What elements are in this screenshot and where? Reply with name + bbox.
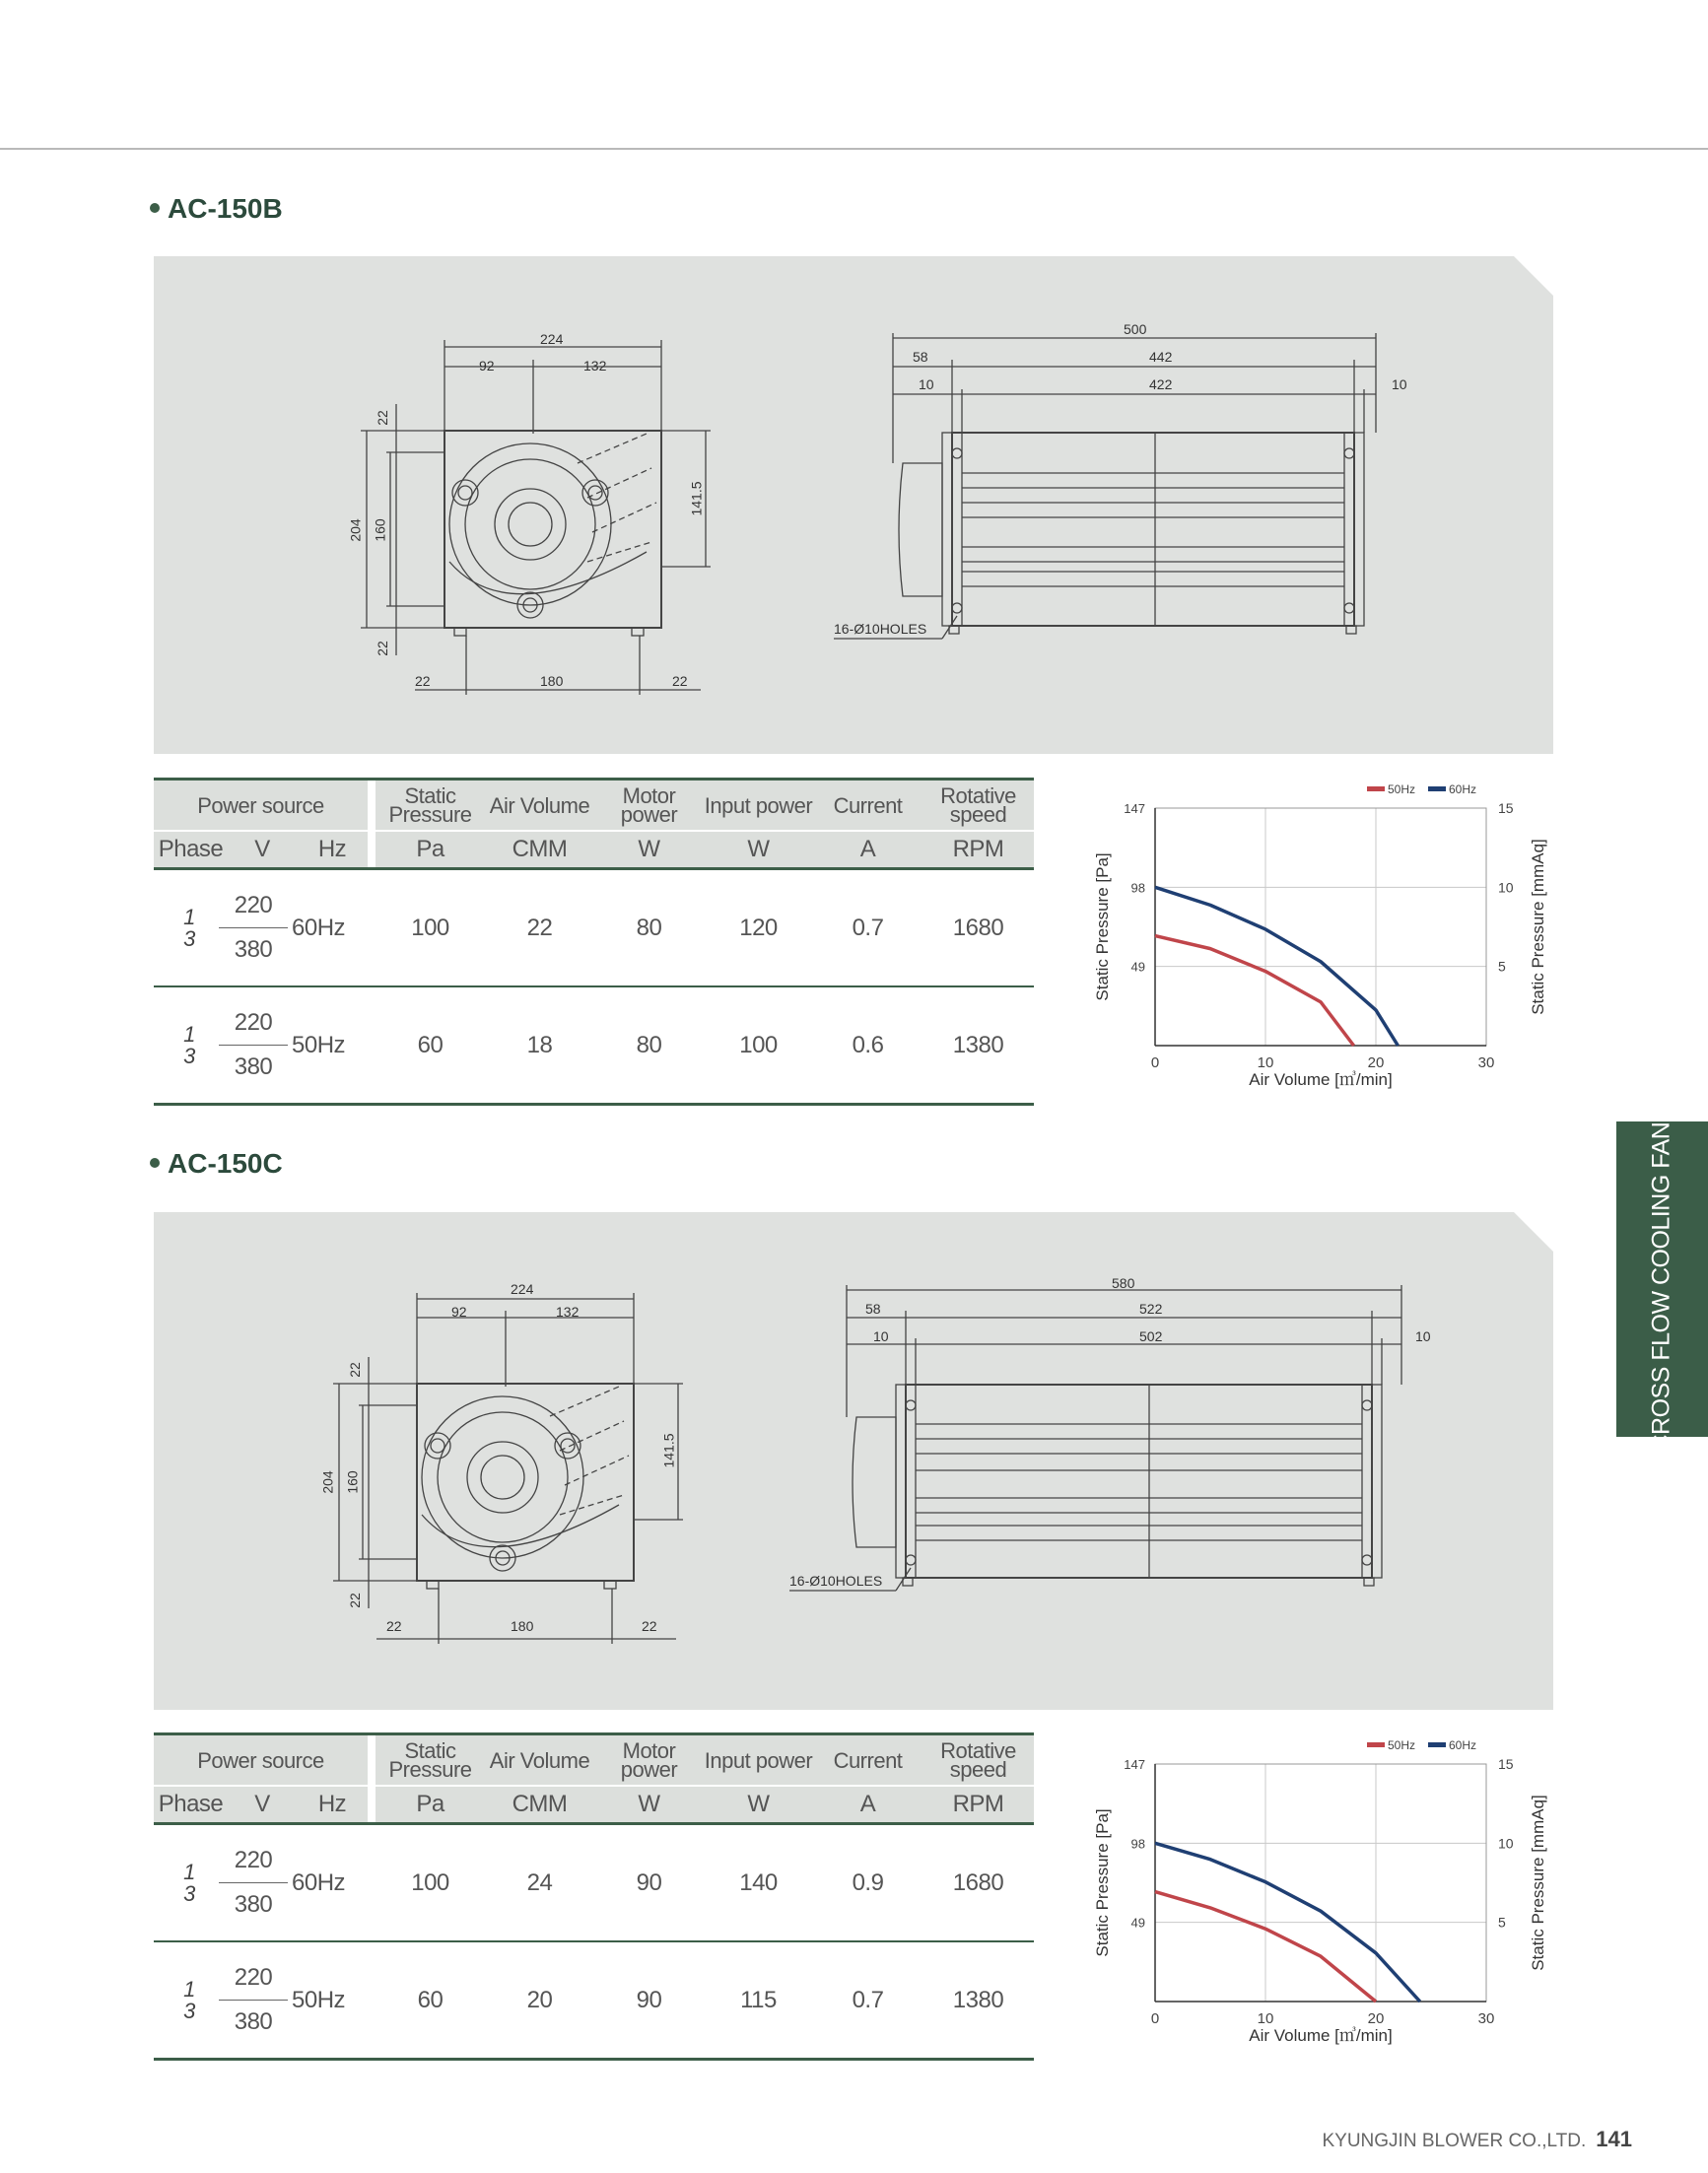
series-line-50Hz	[1155, 936, 1354, 1046]
dim-label: 224	[511, 1281, 534, 1297]
unit-rpm: RPM	[922, 831, 1034, 869]
x-tick-label: 20	[1367, 1054, 1385, 1071]
cell-motor-w: 80	[636, 1031, 662, 1058]
dim-label: 141.5	[660, 1433, 677, 1468]
y2-tick-label: 5	[1498, 958, 1506, 975]
dim-label: 522	[1139, 1301, 1163, 1317]
cell-input-w: 100	[739, 1031, 778, 1058]
header-current: Current	[813, 780, 922, 832]
y2-tick-label: 10	[1498, 879, 1514, 896]
y-tick-label: 49	[1130, 959, 1145, 975]
cell-pa: 100	[411, 1868, 449, 1896]
voltage-bottom: 380	[234, 1053, 273, 1080]
cell-rpm: 1380	[952, 1986, 1004, 2013]
header-phase: Phase	[158, 1791, 224, 1817]
phase-single: 1	[183, 1859, 195, 1884]
holes-label: 16-Ø10HOLES	[789, 1573, 883, 1589]
table-row	[154, 1824, 1034, 1942]
y-axis-title: Static Pressure [Pa]	[1093, 852, 1112, 1001]
x-tick-label: 10	[1257, 2010, 1274, 2027]
voltage-bottom: 380	[234, 936, 273, 963]
dim-label: 10	[1415, 1328, 1431, 1344]
cell-motor-w: 90	[636, 1868, 662, 1896]
y-tick-label: 98	[1130, 1836, 1145, 1852]
unit-input-w: W	[704, 1786, 813, 1824]
phase-three: 3	[183, 1998, 195, 2023]
footer	[1322, 2127, 1632, 2152]
top-rule	[0, 148, 1708, 150]
bullet-icon	[150, 1158, 160, 1168]
cell-rpm: 1380	[952, 1031, 1004, 1058]
y2-tick-label: 15	[1498, 800, 1514, 816]
dim-label: 132	[583, 358, 607, 373]
unit-cmm: CMM	[485, 831, 594, 869]
cell-amp: 0.7	[852, 1986, 884, 2013]
header-hz: Hz	[317, 1791, 347, 1817]
phase-three: 3	[183, 925, 195, 951]
voltage-top: 220	[234, 1009, 273, 1036]
dim-label: 92	[451, 1304, 467, 1320]
cell-pa: 60	[417, 1986, 444, 2013]
plot-frame	[1155, 1764, 1486, 2002]
dim-label: 141.5	[688, 481, 705, 516]
dim-label: 58	[913, 349, 928, 365]
frequency: 50Hz	[292, 1986, 346, 2013]
cell-motor-w: 90	[636, 1986, 662, 2013]
unit-motor-w: W	[594, 1786, 704, 1824]
dim-label: 22	[642, 1618, 657, 1634]
cell-rpm: 1680	[952, 914, 1004, 941]
section-side-tab	[1616, 1106, 1708, 1453]
header-motor-power: Motor power	[594, 780, 704, 832]
y-tick-label: 98	[1130, 880, 1145, 896]
legend-label: 50Hz	[1388, 1738, 1416, 1752]
unit-a: A	[813, 831, 922, 869]
voltage-top: 220	[234, 892, 273, 918]
y2-tick-label: 5	[1498, 1914, 1506, 1931]
x-tick-label: 0	[1150, 2010, 1160, 2027]
cell-input-w: 140	[739, 1868, 778, 1896]
dim-label: 22	[346, 1362, 363, 1378]
holes-label: 16-Ø10HOLES	[834, 621, 927, 637]
table-row	[154, 986, 1034, 1105]
x-tick-label: 10	[1257, 1054, 1274, 1071]
cell-motor-w: 80	[636, 914, 662, 941]
voltage-top: 220	[234, 1847, 273, 1873]
model-title-ac150b: AC-150B	[150, 193, 283, 225]
header-rotative-speed: Rotative speed	[922, 1734, 1034, 1787]
footer-company: KYUNGJIN BLOWER CO.,LTD.	[1322, 2131, 1587, 2151]
dim-label: 10	[919, 376, 934, 392]
drawing-panel-ac150c	[154, 1212, 1553, 1710]
x-tick-label: 30	[1477, 2010, 1495, 2027]
performance-chart-ac150c	[1084, 1734, 1557, 2070]
phase-three: 3	[183, 1043, 195, 1068]
voltage-bottom: 380	[234, 1891, 273, 1918]
dim-label: 22	[346, 1593, 363, 1608]
header-v: V	[254, 1791, 270, 1817]
performance-chart-ac150b	[1084, 779, 1557, 1114]
unit-pa: Pa	[376, 1786, 485, 1824]
dim-label: 160	[372, 518, 388, 542]
legend-swatch	[1367, 1742, 1385, 1747]
header-rotative-speed: Rotative speed	[922, 780, 1034, 832]
dim-label: 22	[386, 1618, 402, 1634]
legend-swatch	[1428, 1742, 1446, 1747]
y2-axis-title: Static Pressure [mmAq]	[1529, 839, 1547, 1015]
y2-tick-label: 10	[1498, 1835, 1514, 1852]
header-current: Current	[813, 1734, 922, 1787]
model-title-ac150c: AC-150C	[150, 1148, 283, 1180]
unit-input-w: W	[704, 831, 813, 869]
dim-label: 580	[1112, 1275, 1135, 1291]
cell-cmm: 24	[526, 1868, 553, 1896]
phase-single: 1	[183, 904, 195, 929]
header-hz: Hz	[317, 836, 347, 862]
unit-rpm: RPM	[922, 1786, 1034, 1824]
legend-label: 60Hz	[1449, 1738, 1477, 1752]
legend-swatch	[1428, 786, 1446, 791]
y2-axis-title: Static Pressure [mmAq]	[1529, 1795, 1547, 1971]
y-tick-label: 147	[1124, 801, 1145, 816]
side-tab-label: CROSS FLOW COOLING FANS	[1647, 1106, 1675, 1453]
spec-table-ac150b	[154, 778, 1034, 1106]
page-number: 141	[1596, 2127, 1632, 2151]
y-tick-label: 147	[1124, 1757, 1145, 1772]
dim-label: 224	[540, 331, 564, 347]
dim-label: 10	[873, 1328, 889, 1344]
spec-table-ac150c	[154, 1732, 1034, 2061]
dim-label: 422	[1149, 376, 1173, 392]
header-motor-power: Motor power	[594, 1734, 704, 1787]
plot-frame	[1155, 808, 1486, 1046]
dim-label: 500	[1124, 321, 1147, 337]
dim-label: 442	[1149, 349, 1173, 365]
dim-label: 92	[479, 358, 495, 373]
dim-label: 22	[374, 410, 390, 426]
header-power-source: Power source	[154, 1734, 368, 1787]
phase-three: 3	[183, 1880, 195, 1906]
cell-input-w: 120	[739, 914, 778, 941]
frequency: 50Hz	[292, 1031, 346, 1058]
cell-pa: 100	[411, 914, 449, 941]
cell-amp: 0.7	[852, 914, 884, 941]
dim-label: 204	[347, 518, 364, 542]
dim-label: 10	[1392, 376, 1407, 392]
cell-cmm: 22	[526, 914, 553, 941]
frequency: 60Hz	[292, 914, 346, 941]
header-static-pressure: Static Pressure	[376, 780, 485, 832]
header-phase: Phase	[158, 836, 224, 862]
cell-rpm: 1680	[952, 1868, 1004, 1896]
drawing-panel-ac150b	[154, 256, 1553, 754]
x-axis-title: Air Volume [㎥/min]	[1249, 2026, 1393, 2045]
table-row	[154, 1941, 1034, 2060]
header-air-volume: Air Volume	[485, 1734, 594, 1787]
cell-pa: 60	[417, 1031, 444, 1058]
dim-label: 22	[374, 641, 390, 656]
header-v: V	[254, 836, 270, 862]
unit-motor-w: W	[594, 831, 704, 869]
header-static-pressure: Static Pressure	[376, 1734, 485, 1787]
phase-single: 1	[183, 1976, 195, 2002]
dim-label: 22	[415, 673, 431, 689]
x-tick-label: 20	[1367, 2010, 1385, 2027]
dim-label: 204	[319, 1470, 336, 1494]
bullet-icon	[150, 203, 160, 213]
dim-label: 132	[556, 1304, 580, 1320]
legend-label: 50Hz	[1388, 782, 1416, 796]
unit-cmm: CMM	[485, 1786, 594, 1824]
unit-pa: Pa	[376, 831, 485, 869]
x-tick-label: 0	[1150, 1054, 1160, 1071]
legend-label: 60Hz	[1449, 782, 1477, 796]
dim-label: 502	[1139, 1328, 1163, 1344]
x-axis-title: Air Volume [㎥/min]	[1249, 1070, 1393, 1089]
cell-amp: 0.6	[852, 1031, 884, 1058]
y-axis-title: Static Pressure [Pa]	[1093, 1808, 1112, 1957]
cell-cmm: 20	[526, 1986, 553, 2013]
header-input-power: Input power	[704, 780, 813, 832]
y-tick-label: 49	[1130, 1915, 1145, 1931]
dim-label: 22	[672, 673, 688, 689]
x-tick-label: 30	[1477, 1054, 1495, 1071]
dim-label: 180	[540, 673, 564, 689]
dim-label: 180	[511, 1618, 534, 1634]
legend-swatch	[1367, 786, 1385, 791]
dim-label: 160	[344, 1470, 361, 1494]
header-air-volume: Air Volume	[485, 780, 594, 832]
unit-a: A	[813, 1786, 922, 1824]
frequency: 60Hz	[292, 1868, 346, 1896]
voltage-top: 220	[234, 1964, 273, 1991]
cell-cmm: 18	[526, 1031, 553, 1058]
voltage-bottom: 380	[234, 2008, 273, 2035]
y2-tick-label: 15	[1498, 1756, 1514, 1772]
header-power-source: Power source	[154, 780, 368, 832]
header-input-power: Input power	[704, 1734, 813, 1787]
table-row	[154, 869, 1034, 987]
cell-amp: 0.9	[852, 1868, 884, 1896]
cell-input-w: 115	[740, 1986, 777, 2013]
phase-single: 1	[183, 1021, 195, 1047]
dim-label: 58	[865, 1301, 881, 1317]
